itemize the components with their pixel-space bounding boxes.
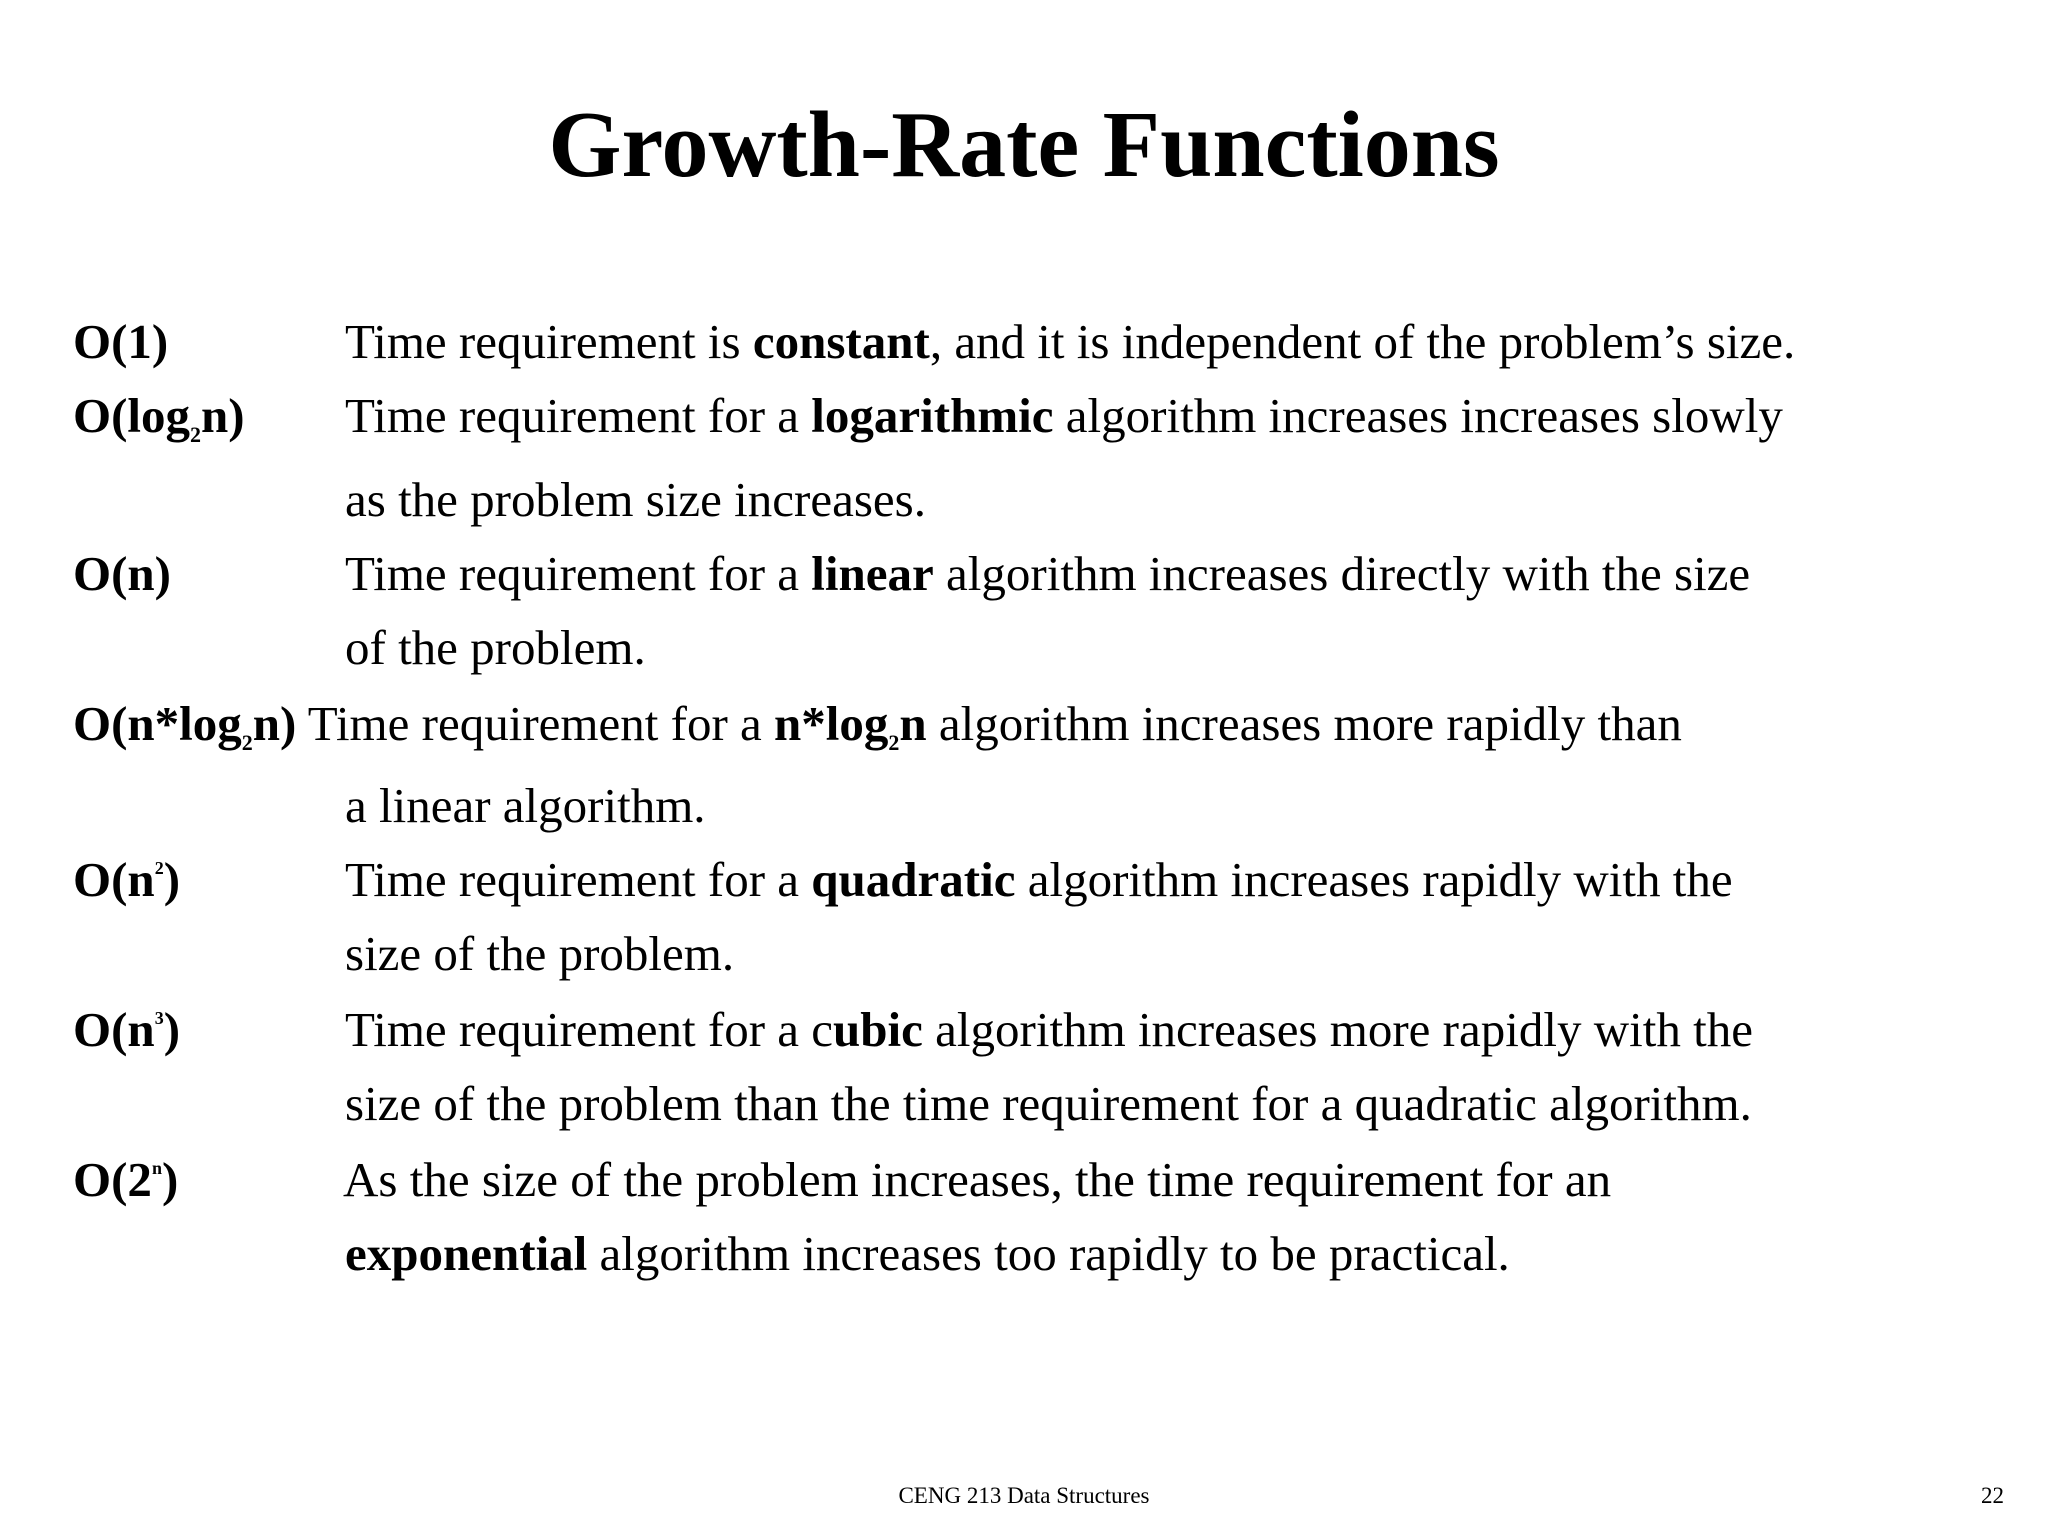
term-superscript: 3 — [154, 1008, 164, 1028]
term-o-1 — [73, 312, 168, 372]
desc-text: Time requirement for a — [345, 852, 812, 907]
term-superscript: n — [151, 1158, 162, 1178]
desc-o-n-cubed-line-1 — [345, 1000, 1753, 1060]
term-text: O(n — [73, 1002, 155, 1057]
desc-o-n-cubed-line-2 — [345, 1074, 1752, 1134]
desc-o-n-squared-line-2 — [345, 924, 734, 984]
desc-o-n-line-1 — [345, 544, 1750, 604]
desc-keyword: ubic — [833, 1002, 923, 1057]
term-text: O(2 — [73, 1152, 152, 1207]
desc-text: algorithm increases increases slowly — [1053, 388, 1783, 443]
desc-o-n-line-2 — [345, 618, 646, 678]
term-text: ) — [163, 1002, 181, 1057]
term-o-n — [73, 544, 171, 604]
term-text: ) — [161, 1152, 179, 1207]
desc-keyword: constant — [752, 314, 930, 369]
desc-o-log-n-line-1 — [345, 386, 1783, 446]
desc-o-log-n-line-2 — [345, 470, 926, 530]
desc-keyword: linear — [811, 546, 934, 601]
term-text: O(n — [73, 852, 155, 907]
term-subscript: 2 — [241, 730, 253, 755]
desc-o-n-log-n-line-2 — [345, 776, 706, 836]
term-o-n-squared — [73, 850, 180, 910]
footer-course: CENG 213 Data Structures — [898, 1483, 1150, 1508]
desc-text: size of the problem than the time requirement for a quadratic algorithm. — [345, 1076, 1752, 1131]
term-o-2-n — [73, 1150, 178, 1210]
desc-text: of the problem. — [345, 620, 646, 675]
desc-text: size of the problem. — [345, 926, 735, 981]
keyword-text: n — [899, 696, 927, 751]
desc-text: Time requirement for a — [345, 388, 812, 443]
term-o-n-cubed — [73, 1000, 180, 1060]
term-text: O(n*log — [73, 696, 242, 751]
term-subscript: 2 — [190, 422, 202, 447]
desc-text: algorithm increases more rapidly with the — [922, 1002, 1753, 1057]
desc-text: Time requirement is — [345, 314, 753, 369]
desc-text: , and it is independent of the problem’s size. — [929, 314, 1796, 369]
desc-text: algorithm increases more rapidly than — [926, 696, 1682, 751]
term-superscript: 2 — [154, 858, 164, 878]
desc-text: As the size of the problem increases, the time requirement for an — [343, 1152, 1612, 1207]
term-o-log-n — [73, 386, 245, 446]
desc-text: a linear algorithm. — [345, 778, 706, 833]
term-text: O(log — [73, 388, 191, 443]
desc-text: algorithm increases directly with the size — [933, 546, 1751, 601]
desc-text: algorithm increases too rapidly to be practical. — [587, 1226, 1510, 1281]
desc-text: as the problem size increases. — [345, 472, 926, 527]
desc-keyword — [774, 696, 927, 755]
footer-page-number: 22 — [1981, 1483, 2004, 1508]
desc-o-2-n-line-1 — [343, 1150, 1611, 1210]
term-text: n) — [252, 696, 297, 751]
term-text: ) — [163, 852, 181, 907]
desc-o-1-line-1 — [345, 312, 1795, 372]
desc-text: Time requirement for a c — [345, 1002, 834, 1057]
term-o-n-log-n — [73, 696, 297, 755]
desc-text: Time requirement for a — [345, 546, 812, 601]
desc-text: Time requirement for a — [296, 696, 775, 751]
desc-keyword: quadratic — [811, 852, 1016, 907]
keyword-subscript: 2 — [888, 730, 900, 755]
term-text: n) — [201, 388, 245, 443]
slide-title: Growth-Rate Functions — [548, 93, 1500, 197]
desc-o-n-squared-line-1 — [345, 850, 1733, 910]
term-text: O(n) — [73, 546, 171, 601]
desc-keyword: exponential — [345, 1226, 588, 1281]
keyword-text: n*log — [774, 696, 889, 751]
desc-keyword: logarithmic — [811, 388, 1054, 443]
row-o-n-log-n-line-1 — [73, 694, 1682, 754]
desc-text: algorithm increases rapidly with the — [1015, 852, 1733, 907]
desc-o-2-n-line-2 — [345, 1224, 1510, 1284]
term-text: O(1) — [73, 314, 169, 369]
